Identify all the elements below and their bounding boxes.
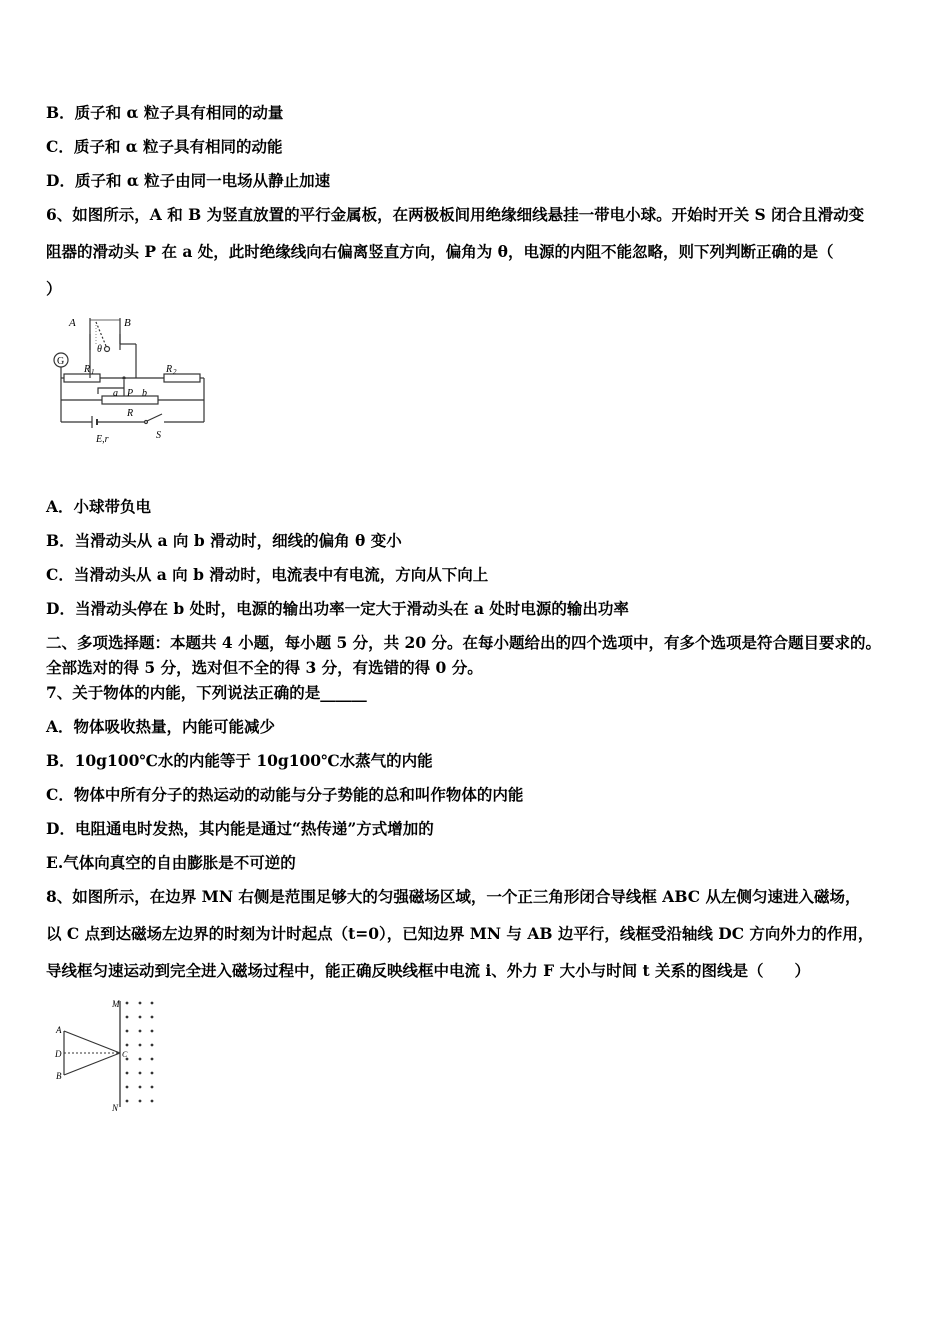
triangle-side-ac (64, 1031, 120, 1053)
field-dot (139, 1058, 142, 1061)
label-r1: R (84, 364, 91, 375)
r1-box (64, 374, 100, 382)
label-g: G (57, 356, 65, 367)
slider-arm (98, 388, 124, 394)
label-r2: R (166, 364, 173, 375)
label-s: S (156, 430, 161, 441)
field-dot (126, 1072, 129, 1075)
label-n: N (112, 1103, 119, 1113)
q6-option-c: C．当滑动头从 a 向 b 滑动时，电流表中有电流，方向从下向上 (46, 565, 489, 584)
q6-option-d: D．当滑动头停在 b 处时，电源的输出功率一定大于滑动头在 a 处时电源的输出功率 (46, 599, 629, 618)
field-dot (139, 1072, 142, 1075)
label-a: A (56, 1025, 62, 1035)
field-dot (139, 1100, 142, 1103)
q6-stem-line-1: 6、如图所示，A 和 B 为竖直放置的平行金属板，在两极板间用绝缘细线悬挂一带电小球。开始时开关 S 闭合且滑动变 (46, 205, 865, 224)
q8-stem-line-1: 8、如图所示，在边界 MN 右侧是范围足够大的匀强磁场区域，一个正三角形闭合导线框 ABC 从左侧匀速进入磁场， (46, 887, 861, 906)
field-dot (126, 1100, 129, 1103)
q5-option-c: C．质子和 α 粒子具有相同的动能 (46, 137, 283, 156)
label-b: B (56, 1071, 62, 1081)
q6-circuit-figure (44, 310, 214, 450)
section2-heading-line-1: 二、多项选择题：本题共 4 小题，每小题 5 分，共 20 分。在每小题给出的四个选项中，有多个选项是符合题目要求的。 (46, 633, 882, 652)
field-dots-group (126, 1002, 154, 1103)
label-b-lower: b (142, 388, 147, 399)
q6-stem-line-3: ） (46, 279, 62, 298)
label-r2-sub: 2 (173, 368, 177, 376)
q7-option-b: B．10g100℃水的内能等于 10g100℃水蒸气的内能 (46, 751, 433, 770)
section2-heading-line-2: 全部选对的得 5 分，选对但不全的得 3 分，有选错的得 0 分。 (46, 658, 483, 677)
q6-stem-line-2: 阻器的滑动头 P 在 a 处，此时绝缘线向右偏离竖直方向，偏角为 θ，电源的内阻不能忽略，则下列判断正确的是（ (46, 242, 834, 261)
label-r: R (127, 408, 134, 419)
field-dot (126, 1002, 129, 1005)
switch-lever (147, 414, 162, 421)
q8-stem-line-3: 导线框匀速运动到完全进入磁场过程中，能正确反映线框中电流 i、外力 F 大小与时间 t 关系的图线是（ ） (46, 961, 811, 980)
field-dot (139, 1002, 142, 1005)
q8-stem-line-2: 以 C 点到达磁场左边界的时刻为计时起点（t=0），已知边界 MN 与 AB 边平行，线框受沿轴线 DC 方向外力的作用， (46, 924, 874, 943)
field-dot (151, 1016, 154, 1019)
label-er: E,r (96, 434, 109, 445)
r2-box (164, 374, 200, 382)
q7-option-d: D．电阻通电时发热，其内能是通过“热传递”方式增加的 (46, 819, 434, 838)
q7-option-e: E.气体向真空的自由膨胀是不可逆的 (46, 853, 296, 872)
q7-stem: 7、关于物体的内能，下列说法正确的是______ (46, 683, 367, 702)
circuit-diagram (44, 310, 214, 450)
q5-option-d: D．质子和 α 粒子由同一电场从静止加速 (46, 171, 331, 190)
label-a: A (69, 317, 76, 329)
q7-option-a: A．物体吸收热量，内能可能减少 (46, 717, 276, 736)
field-dot (151, 1044, 154, 1047)
field-dot (139, 1016, 142, 1019)
label-a-lower: a (113, 388, 118, 399)
label-r1-sub: 1 (91, 368, 95, 376)
label-p: P (127, 388, 134, 399)
label-c: C (122, 1050, 128, 1059)
field-dot (151, 1030, 154, 1033)
q5-option-b: B．质子和 α 粒子具有相同的动量 (46, 103, 284, 122)
junction-dot (122, 376, 125, 379)
q7-option-c: C．物体中所有分子的热运动的动能与分子势能的总和叫作物体的内能 (46, 785, 524, 804)
field-dot (126, 1044, 129, 1047)
label-theta: θ (97, 344, 102, 355)
ball-circle (105, 347, 110, 352)
triangle-side-bc (64, 1053, 120, 1075)
field-dot (139, 1030, 142, 1033)
field-dot (151, 1100, 154, 1103)
label-b: B (124, 317, 131, 329)
label-d: D (55, 1049, 62, 1059)
field-dot (139, 1086, 142, 1089)
field-dot (126, 1030, 129, 1033)
thread-line (96, 322, 106, 346)
magnetic-field-diagram (52, 995, 164, 1115)
field-dot (151, 1072, 154, 1075)
field-dot (151, 1058, 154, 1061)
field-dot (139, 1044, 142, 1047)
field-dot (151, 1002, 154, 1005)
q8-field-figure (52, 995, 164, 1115)
label-m: M (112, 999, 120, 1009)
field-dot (126, 1086, 129, 1089)
q6-option-b: B．当滑动头从 a 向 b 滑动时，细线的偏角 θ 变小 (46, 531, 402, 550)
q6-option-a: A．小球带负电 (46, 497, 152, 516)
field-dot (151, 1086, 154, 1089)
field-dot (126, 1016, 129, 1019)
